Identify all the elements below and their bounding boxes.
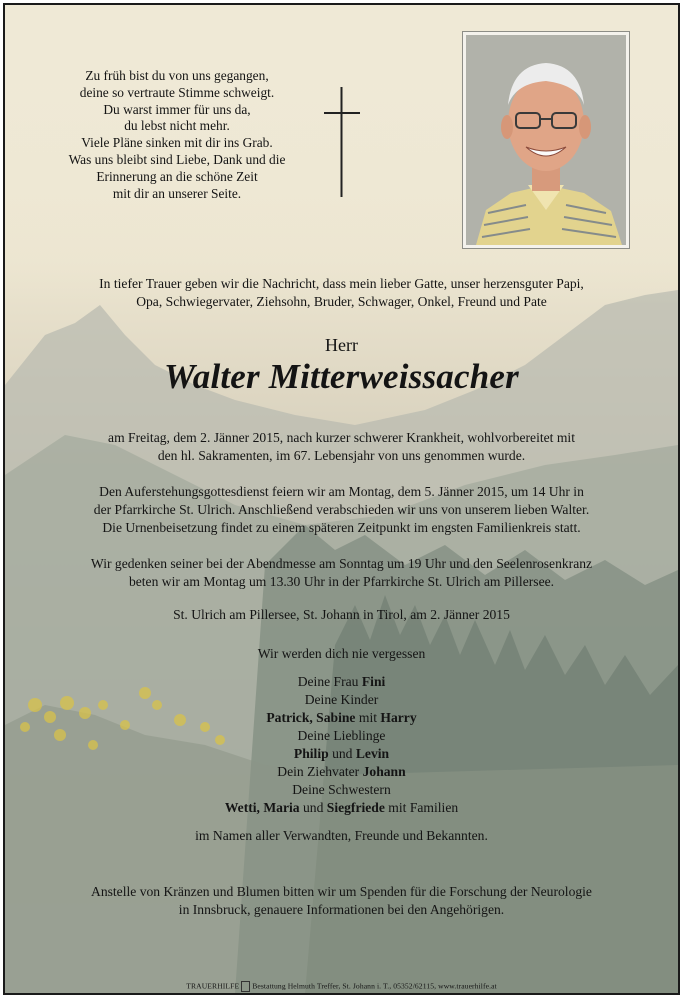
footer-text: Bestattung Helmuth Treffer, St. Johann i. T., 05352/62115, www.trauerhilfe.at [252, 981, 497, 991]
service-line: der Pfarrkirche St. Ulrich. Anschließend verabschieden wir uns von unserem lieben Walter. [93, 502, 590, 517]
poem-line: Erinnerung an die schöne Zeit [96, 168, 258, 184]
death-notice [5, 429, 678, 465]
obituary-card [3, 3, 680, 995]
intro-text [5, 275, 678, 311]
footer-brand: TRAUERHILFE [186, 981, 240, 991]
footer-credit [5, 981, 678, 992]
family-connector: und [299, 800, 327, 815]
family-name: Johann [362, 764, 406, 779]
family-favorites [5, 745, 678, 763]
service-line: Die Urnenbeisetzung findet zu einem späteren Zeitpunkt im engsten Familienkreis statt. [102, 520, 581, 535]
poem-line: Viele Pläne sinken mit dir ins Grab. [81, 135, 273, 151]
family-name: Siegfriede [326, 800, 385, 815]
family-children [5, 709, 678, 727]
salutation: Herr [325, 335, 358, 355]
donation-request [5, 883, 678, 919]
poem-line: Was uns bleibt sind Liebe, Dank und die [68, 151, 286, 167]
remembrance-line: beten wir am Montag um 13.30 Uhr in der Pfarrkirche St. Ulrich am Pillersee. [128, 574, 555, 589]
death-notice-line: den hl. Sakramenten, im 67. Lebensjahr von uns genommen wurde. [157, 448, 526, 463]
family-name: Fini [361, 674, 386, 689]
family-connector: mit Familien [384, 800, 459, 815]
deceased-name: Walter Mitterweissacher [164, 357, 519, 396]
family-children-label: Deine Kinder [304, 692, 379, 707]
service-details [5, 483, 678, 537]
family-sisters-label: Deine Schwestern [292, 782, 391, 797]
remembrance-details [5, 555, 678, 591]
poem-line: Du warst immer für uns da, [103, 101, 251, 117]
family-connector: mit [355, 710, 381, 725]
portrait-photo [466, 35, 626, 245]
cross-icon [324, 87, 360, 197]
poem [27, 68, 327, 202]
family-list [5, 673, 678, 817]
family-label: Dein Ziehvater [277, 764, 363, 779]
family-sisters [5, 799, 678, 817]
intro-line: Opa, Schwiegervater, Ziehsohn, Bruder, Schwager, Onkel, Freund und Pate [136, 294, 547, 309]
poem-line: Zu früh bist du von uns gegangen, [85, 68, 269, 83]
donation-line: in Innsbruck, genauere Informationen bei den Angehörigen. [178, 902, 505, 917]
poem-line: du lebst nicht mehr. [124, 118, 230, 134]
portrait-photo-frame [462, 31, 630, 249]
donation-line: Anstelle von Kränzen und Blumen bitten wir um Spenden für die Forschung der Neurologie [91, 884, 592, 899]
poem-line: mit dir an unserer Seite. [112, 185, 242, 201]
trauerhilfe-logo-icon [241, 981, 250, 992]
family-name: Harry [380, 710, 417, 725]
family-name: Levin [355, 746, 390, 761]
family-name: Philip [293, 746, 329, 761]
service-line: Den Auferstehungsgottesdienst feiern wir am Montag, dem 5. Jänner 2015, um 14 Uhr in [99, 484, 584, 499]
remembrance-line: Wir gedenken seiner bei der Abendmesse am Sonntag um 19 Uhr und den Seelenrosenkranz [90, 556, 593, 571]
poem-line: deine so vertraute Stimme schweigt. [79, 84, 275, 100]
family-foster [5, 763, 678, 781]
family-name: Wetti, Maria [224, 800, 300, 815]
never-forget-line: Wir werden dich nie vergessen [257, 646, 426, 661]
family-favorites-label: Deine Lieblinge [297, 728, 386, 743]
on-behalf-line: im Namen aller Verwandten, Freunde und Bekannten. [195, 828, 488, 843]
family-wife [5, 673, 678, 691]
intro-line: In tiefer Trauer geben wir die Nachricht, dass mein lieber Gatte, unser herzensguter Papi, [99, 276, 584, 291]
family-connector: und [328, 746, 356, 761]
family-name: Patrick, Sabine [266, 710, 356, 725]
family-label: Deine Frau [297, 674, 362, 689]
death-notice-line: am Freitag, dem 2. Jänner 2015, nach kurzer schwerer Krankheit, wohlvorbereitet mit [108, 430, 575, 445]
place-and-date: St. Ulrich am Pillersee, St. Johann in Tirol, am 2. Jänner 2015 [173, 607, 510, 622]
